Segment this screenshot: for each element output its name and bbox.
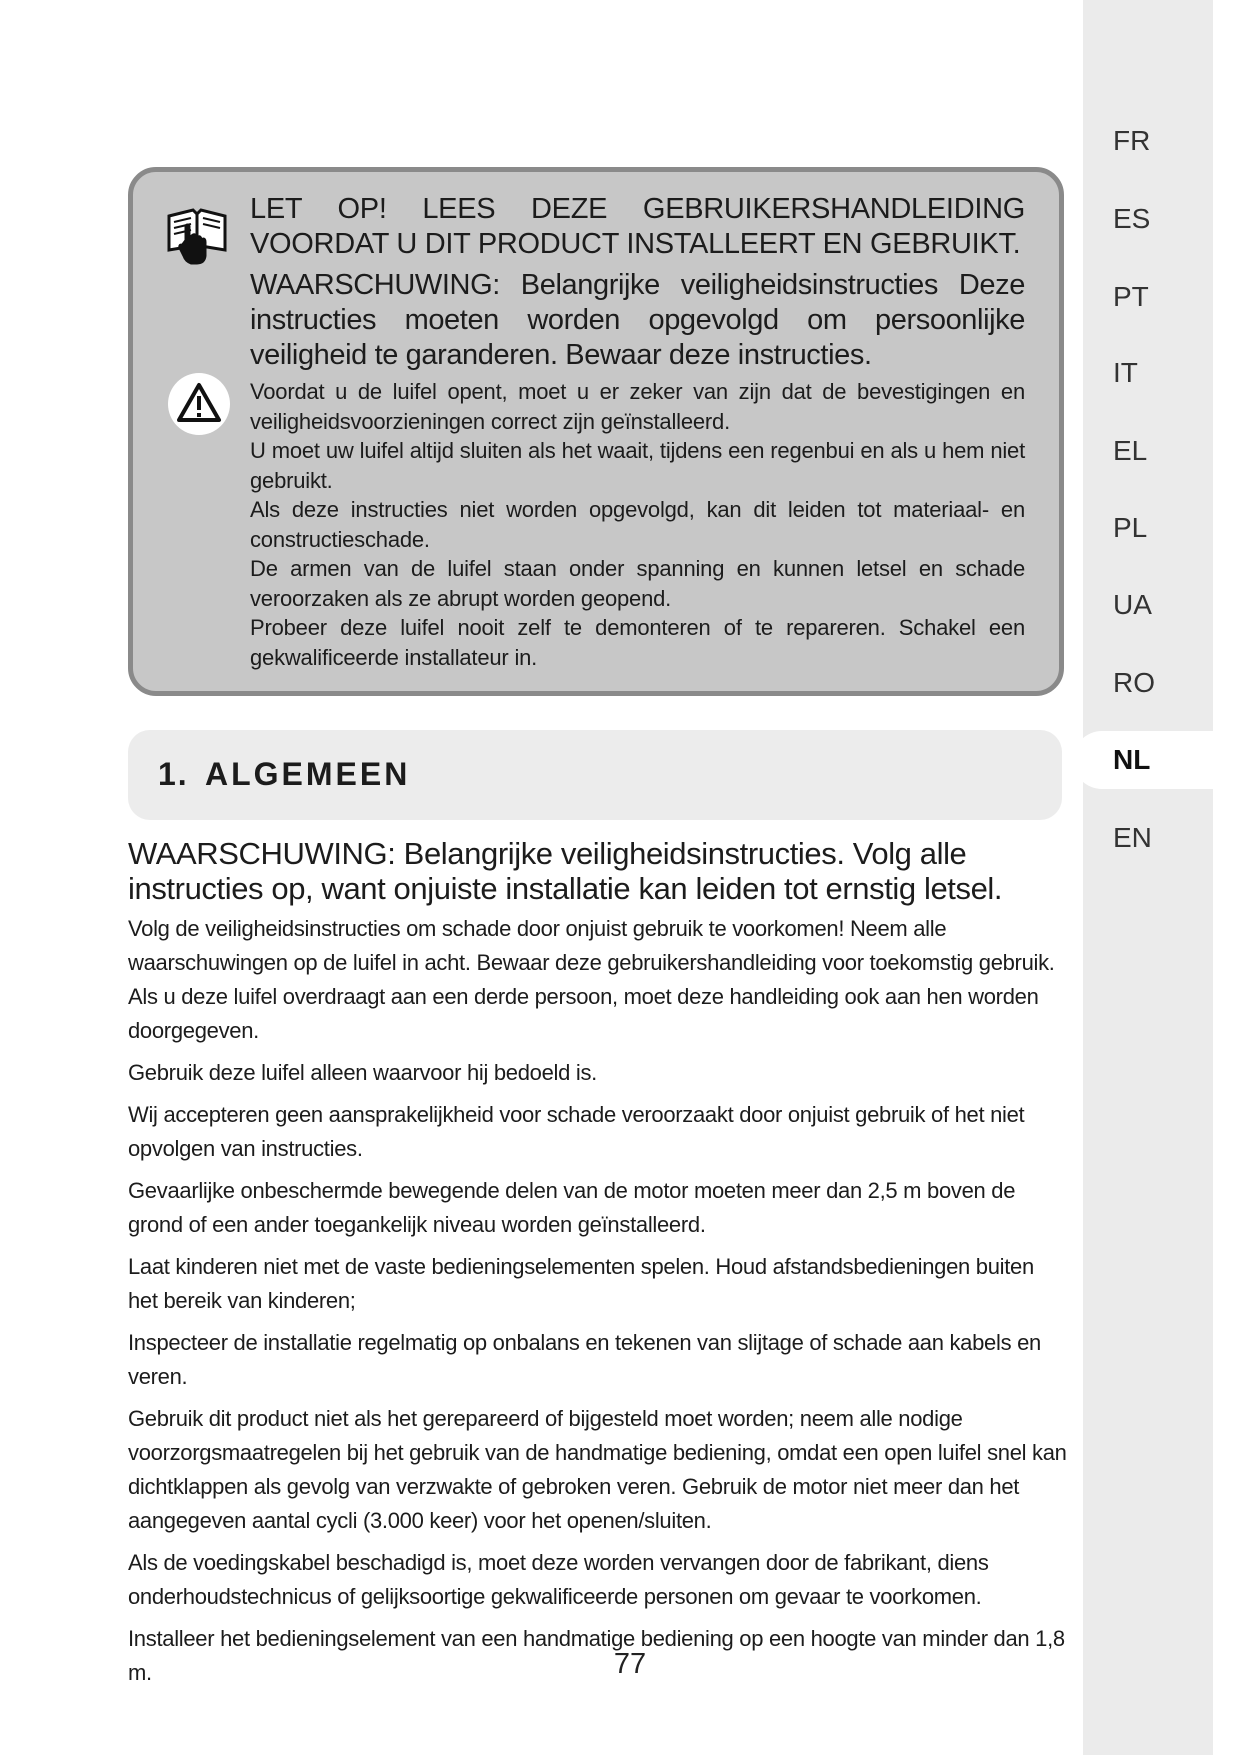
body-paragraph: Gebruik deze luifel alleen waarvoor hij bedoeld is.: [128, 1060, 597, 1085]
section-title: ALGEMEEN: [205, 756, 411, 792]
warning-text-block: [250, 192, 1025, 672]
lang-tab-nl-active[interactable]: NL: [1073, 731, 1213, 789]
warning-paragraph: U moet uw luifel altijd sluiten als het waait, tijdens een regenbui en als u hem niet gebruikt.: [250, 438, 1025, 493]
lang-tab-it[interactable]: IT: [1113, 357, 1138, 388]
lang-tab-ua[interactable]: UA: [1113, 589, 1152, 620]
lang-tab-pl[interactable]: PL: [1113, 512, 1148, 543]
body-paragraph: Laat kinderen niet met de vaste bedieningselementen spelen. Houd afstandsbedieningen buiten het bereik van kinderen;: [128, 1254, 1034, 1313]
safety-warning-box: [128, 167, 1064, 696]
warning-heading: LET OP! LEES DEZE GEBRUIKERSHANDLEIDING VOORDAT U DIT PRODUCT INSTALLEERT EN GEBRUIKT.: [250, 193, 1025, 260]
warning-paragraph: Als deze instructies niet worden opgevolgd, kan dit leiden tot materiaal- en constructieschade.: [250, 497, 1025, 552]
body-paragraph: Gevaarlijke onbeschermde bewegende delen van de motor moeten meer dan 2,5 m boven de grond of een ander toegankelijk niveau worden geïnstalleerd.: [128, 1178, 1016, 1237]
lang-tab-fr[interactable]: FR: [1113, 125, 1151, 156]
warning-paragraph: Probeer deze luifel nooit zelf te demonteren of te repareren. Schakel een gekwalificeerde installateur in.: [250, 615, 1025, 670]
warning-paragraph: De armen van de luifel staan onder spanning en kunnen letsel en schade veroorzaken als ze abrupt worden geopend.: [250, 556, 1025, 611]
lang-tab-es[interactable]: ES: [1113, 203, 1151, 234]
language-sidebar: [1083, 0, 1213, 1755]
lang-tab-pt[interactable]: PT: [1113, 281, 1149, 312]
section-header: [128, 730, 1062, 820]
section-number: 1.: [158, 756, 189, 792]
lang-tab-ro[interactable]: RO: [1113, 667, 1155, 698]
main-content: [128, 836, 1068, 1698]
main-warning: WAARSCHUWING: Belangrijke veiligheidsinstructies. Volg alle instructies op, want onjuiste installatie kan leiden tot ernstig letsel.: [128, 836, 1003, 906]
warning-paragraph: Voordat u de luifel opent, moet u er zeker van zijn dat de bevestigingen en veiligheidsvoorzieningen correct zijn geïnstalleerd.: [250, 379, 1025, 434]
body-paragraph: Wij accepteren geen aansprakelijkheid voor schade veroorzaakt door onjuist gebruik of het niet opvolgen van instructies.: [128, 1102, 1025, 1161]
body-paragraph: Volg de veiligheidsinstructies om schade door onjuist gebruik te voorkomen! Neem alle waarschuwingen op de luifel in acht. Bewaar deze gebruikershandleiding voor toekomstig gebruik. Als u deze luifel overdraagt aan een derde persoon, moet deze handleiding ook aan hen worden doorgegeven.: [128, 916, 1055, 1043]
warning-triangle-icon: [167, 372, 231, 436]
lang-tab-en[interactable]: EN: [1113, 822, 1152, 853]
body-paragraph: Inspecteer de installatie regelmatig op onbalans en tekenen van slijtage of schade aan kabels en veren.: [128, 1330, 1041, 1389]
body-paragraph: Installeer het bedieningselement van een handmatige bediening op een hoogte van minder dan 1,8 m.: [128, 1626, 1065, 1685]
lang-tab-el[interactable]: EL: [1113, 435, 1148, 466]
read-manual-icon: [163, 200, 231, 268]
warning-subheading: WAARSCHUWING: Belangrijke veiligheidsinstructies Deze instructies moeten worden opgevolgd om persoonlijke veiligheid te garanderen. Bewaar deze instructies.: [250, 269, 1025, 371]
page-number: 77: [613, 1648, 647, 1680]
body-paragraph: Gebruik dit product niet als het gerepareerd of bijgesteld moet worden; neem alle nodige voorzorgsmaatregelen bij het gebruik van de handmatige bediening, omdat een open luifel snel kan dichtklappen als gevolg van verzwakte of gebroken veren. Gebruik de motor niet meer dan het aangegeven aantal cycli (3.000 keer) voor het openen/sluiten.: [128, 1406, 1067, 1533]
body-paragraph: Als de voedingskabel beschadigd is, moet deze worden vervangen door de fabrikant, diens onderhoudstechnicus of gelijksoortige gekwalificeerde personen om gevaar te voorkomen.: [128, 1550, 989, 1609]
